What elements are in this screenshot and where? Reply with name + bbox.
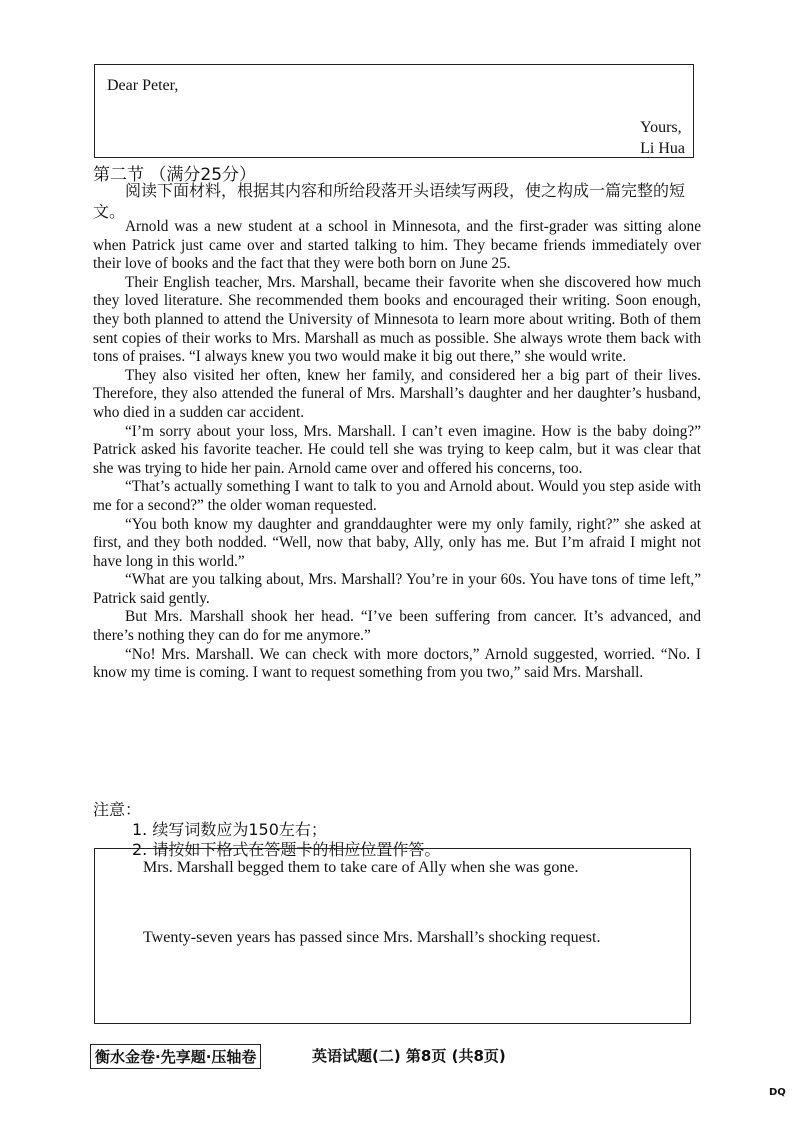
continuation-writing-box (94, 848, 691, 1024)
passage-paragraph: They also visited her often, knew her family, and considered her a big part of their lives. Therefore, they also attended the funeral of Mrs. Marshall’s daughter and her daughter’s husband, who died in a sudden car accident. (93, 366, 701, 421)
passage-paragraph: Their English teacher, Mrs. Marshall, became their favorite when she discovered how much they loved literature. She recommended them books and encouraged their writing. Soon enough, they both planned to attend the University of Minnesota to learn more about writing. Both of them sent copies of their works to Mrs. Marshall as much as possible. She always wrote them back with tons of praises. “I always knew you two would make it big out there,” she would write. (93, 273, 701, 366)
note-item-format: 2. 请按如下格式在答题卡的相应位置作答。 (132, 840, 441, 859)
footer-series-badge: 衡水金卷·先享题·压轴卷 (90, 1044, 261, 1069)
letter-closing (640, 117, 685, 159)
passage-paragraph: “No! Mrs. Marshall. We can check with more doctors,” Arnold suggested, worried. “No. I know my time is coming. I want to request something from you two,” said Mrs. Marshall. (93, 645, 701, 682)
letter-salutation: Dear Peter, (107, 77, 179, 94)
passage-paragraph: “I’m sorry about your loss, Mrs. Marshall. I can’t even imagine. How is the baby doing?” Patrick asked his favorite teacher. He could tell she was trying to keep calm, but it was clear that she was trying to hide her pain. Arnold came over and offered his concerns, too. (93, 422, 701, 477)
passage-paragraph: “What are you talking about, Mrs. Marshall? You’re in your 60s. You have tons of time left,” Patrick said gently. (93, 571, 701, 607)
note-item-word-count: 1. 续写词数应为150左右； (132, 820, 327, 839)
paragraph2-opening: Twenty-seven years has passed since Mrs. Marshall’s shocking request. (143, 929, 601, 946)
section-title: 第二节 （满分25分） (93, 165, 257, 185)
passage-paragraph: Arnold was a new student at a school in Minnesota, and the first-grader was sitting alone when Patrick just came over and started talking to him. They became friends immediately over their love of books and the fact that they were both born on June 25. (93, 218, 701, 273)
section-instruction: 阅读下面材料，根据其内容和所给段落开头语续写两段，使之构成一篇完整的短文。 (93, 181, 686, 221)
reading-passage (93, 218, 701, 683)
passage-paragraph: But Mrs. Marshall shook her head. “I’ve been suffering from cancer. It’s advanced, and there’s nothing they can do for me anymore.” (93, 608, 701, 645)
letter-writing-box (94, 64, 694, 158)
footer-page-info: 英语试题(二) 第8页 (共8页) (312, 1047, 506, 1065)
passage-paragraph: “You both know my daughter and granddaughter were my only family, right?” she asked at first, and they both nodded. “Well, now that baby, Ally, only has me. But I’m afraid I might not have long in this world.” (93, 515, 701, 570)
paragraph1-opening: Mrs. Marshall begged them to take care of Ally when she was gone. (143, 859, 579, 876)
passage-paragraph: “That’s actually something I want to talk to you and Arnold about. Would you step aside with me for a second?” the older woman requested. (93, 478, 701, 514)
letter-signature: Li Hua (640, 140, 685, 157)
letter-closing-yours: Yours, (640, 119, 682, 136)
corner-mark: DQ (769, 1087, 786, 1098)
notes-title: 注意： (93, 800, 142, 819)
